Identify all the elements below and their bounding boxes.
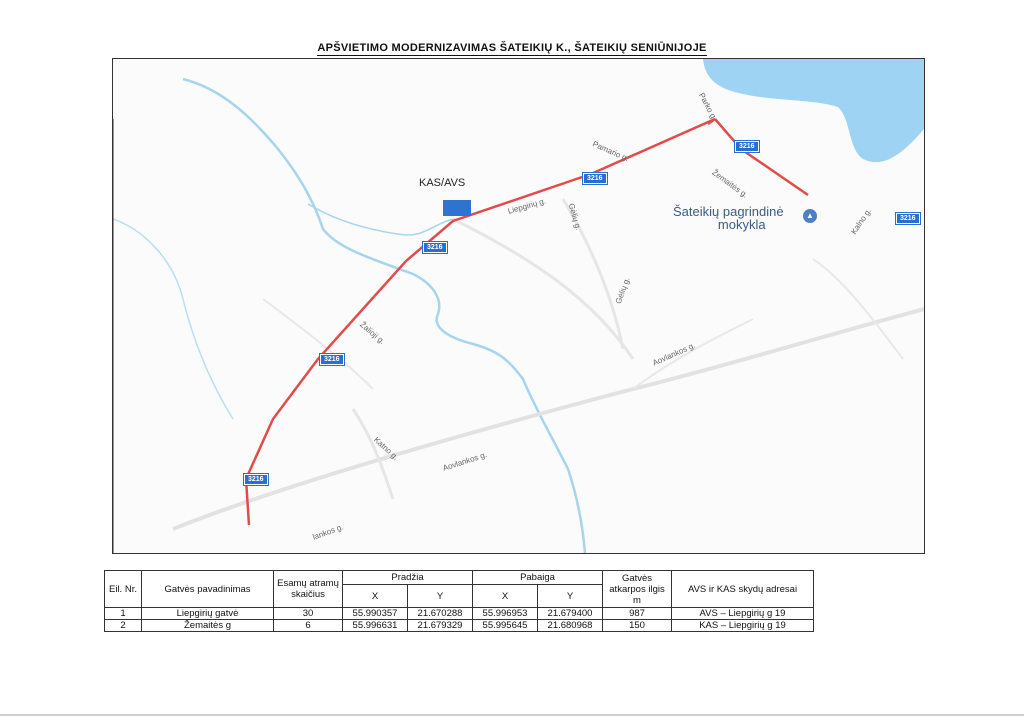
- cell-nr: 1: [105, 608, 142, 620]
- street-label-lankos: lankos g.: [311, 522, 345, 542]
- scan-edge-divider: [0, 714, 1024, 716]
- street-label-geliu: Gėlių g.: [566, 202, 583, 232]
- header-end-x: X: [473, 585, 538, 608]
- cell-length: 150: [603, 620, 672, 632]
- route-shield: 3216: [896, 213, 920, 224]
- cell-street: Žemaitės g: [142, 620, 274, 632]
- header-start-y: Y: [408, 585, 473, 608]
- cell-end-y: 21.680968: [538, 620, 603, 632]
- cell-end-y: 21.679400: [538, 608, 603, 620]
- street-label-zemaites: Žemaitės g.: [710, 167, 750, 200]
- street-label-kalno: Kalno g.: [849, 206, 874, 237]
- header-start-x: X: [343, 585, 408, 608]
- street-label-parko: Parko g.: [697, 91, 719, 122]
- school-pin-icon[interactable]: ▲: [803, 209, 817, 223]
- cell-street: Liepgirių gatvė: [142, 608, 274, 620]
- cell-address: KAS – Liepgirių g 19: [672, 620, 814, 632]
- minor-road: [633, 319, 753, 389]
- map-graphics: [113, 59, 924, 553]
- street-label-liepgiriu: Liepgirių g.: [506, 196, 547, 216]
- lighting-route-liepgiriu: [246, 119, 715, 525]
- school-label: Šateikių pagrindinė mokykla: [673, 204, 784, 232]
- stream-west: [113, 219, 233, 419]
- header-start: Pradžia: [343, 571, 473, 585]
- route-shield: 3216: [244, 474, 268, 485]
- kas-avs-marker[interactable]: [443, 200, 471, 216]
- cell-start-y: 21.679329: [408, 620, 473, 632]
- street-label-aovlankos-2: Aovlankos g.: [441, 450, 488, 473]
- route-shield: 3216: [320, 354, 344, 365]
- route-shield: 3216: [735, 141, 759, 152]
- street-table: [104, 570, 814, 632]
- route-shield: 3216: [423, 242, 447, 253]
- kas-avs-label: KAS/AVS: [419, 177, 466, 189]
- stream: [308, 204, 453, 235]
- header-length: Gatvės atkarpos ilgis m: [603, 571, 672, 608]
- cell-start-x: 55.990357: [343, 608, 408, 620]
- cell-start-y: 21.670288: [408, 608, 473, 620]
- header-street: Gatvės pavadinimas: [142, 571, 274, 608]
- cell-nr: 2: [105, 620, 142, 632]
- minor-road: [173, 309, 924, 529]
- header-poles: Esamų atramų skaičius: [274, 571, 343, 608]
- cell-length: 987: [603, 608, 672, 620]
- street-label-pamario: Pamario g.: [591, 139, 631, 164]
- minor-road: [813, 259, 903, 359]
- header-nr: Eil. Nr.: [105, 571, 142, 608]
- street-label-geliu-2: Gėlių g.: [613, 276, 632, 306]
- header-address: AVS ir KAS skydų adresai: [672, 571, 814, 608]
- cell-poles: 30: [274, 608, 343, 620]
- street-label-katno: Katno g.: [371, 435, 401, 462]
- map-area[interactable]: [112, 58, 925, 554]
- header-end-y: Y: [538, 585, 603, 608]
- street-label-zaliuju: Žalioji g.: [358, 320, 387, 347]
- table-row: [105, 608, 814, 620]
- page-title: APŠVIETIMO MODERNIZAVIMAS ŠATEIKIŲ K., ŠATEIKIŲ SENIŪNIJOJE: [317, 42, 707, 54]
- cell-address: AVS – Liepgirių g 19: [672, 608, 814, 620]
- cell-end-x: 55.996953: [473, 608, 538, 620]
- route-shield: 3216: [583, 173, 607, 184]
- table-row: [105, 620, 814, 632]
- header-end: Pabaiga: [473, 571, 603, 585]
- cell-start-x: 55.996631: [343, 620, 408, 632]
- street-label-aovlankos: Aovlankos g.: [651, 340, 697, 368]
- minor-road: [263, 299, 373, 389]
- cell-end-x: 55.995645: [473, 620, 538, 632]
- cell-poles: 6: [274, 620, 343, 632]
